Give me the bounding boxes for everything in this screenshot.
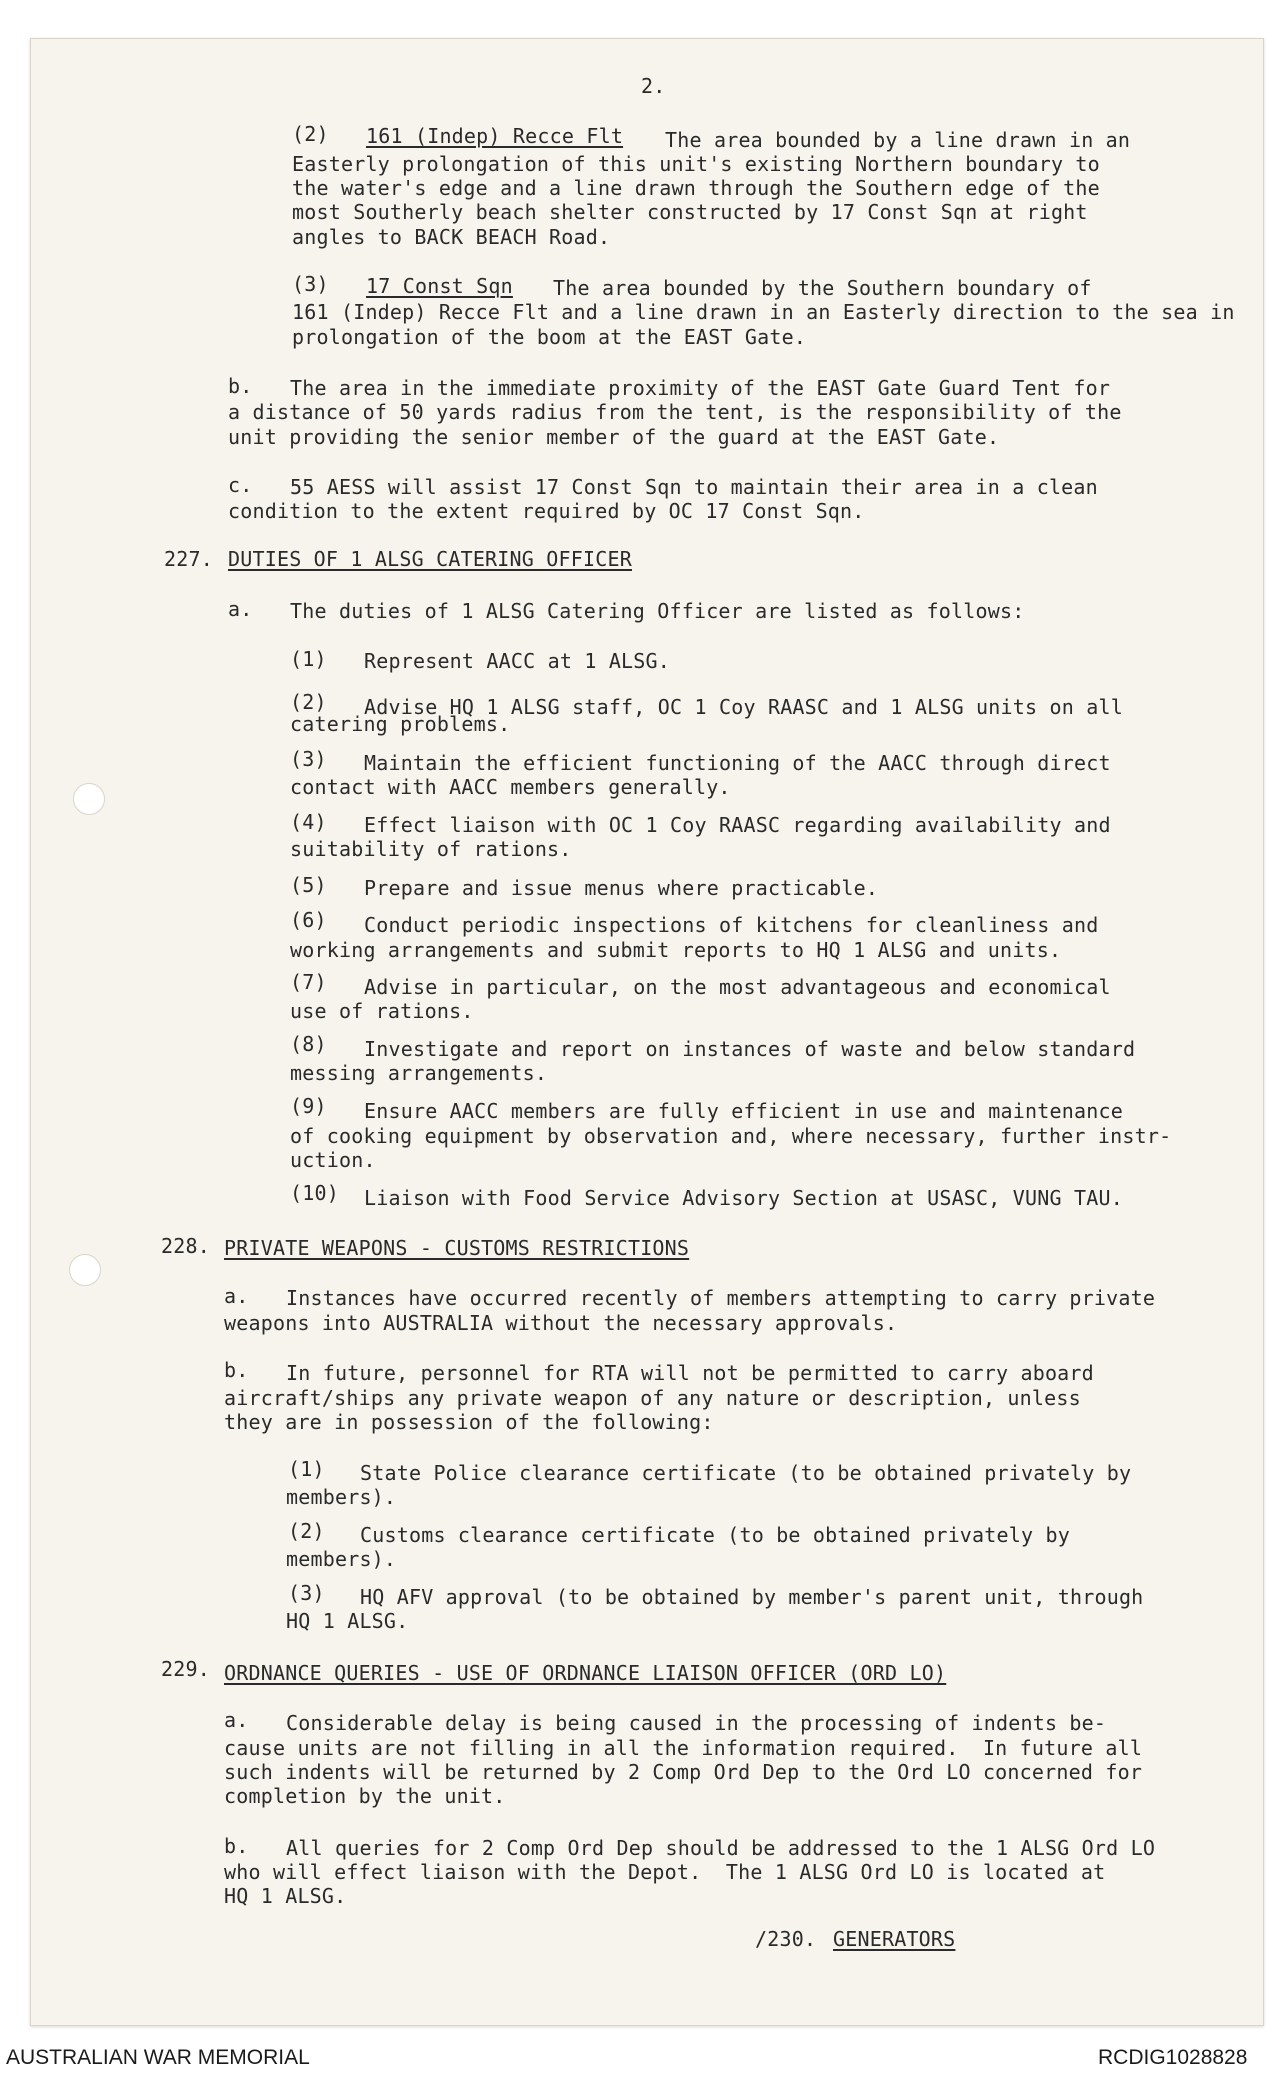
requirement-3-text: HQ 1 ALSG.: [286, 1609, 409, 1633]
punch-hole-upper: [73, 783, 105, 815]
item-2-title: 161 (Indep) Recce Flt: [366, 124, 624, 148]
duty-3-text: contact with AACC members generally.: [290, 775, 731, 799]
section-229-a-text: such indents will be returned by 2 Comp Ord Dep to the Ord LO concerned for: [224, 1760, 1143, 1784]
section-229-b-text: HQ 1 ALSG.: [224, 1884, 347, 1908]
section-229-a-text: Considerable delay is being caused in the processing of indents be-: [286, 1711, 1107, 1735]
requirement-1-text: members).: [286, 1485, 397, 1509]
section-229-a-label: a.: [224, 1708, 249, 1732]
duty-9-text: of cooking equipment by observation and, where necessary, further instr-: [290, 1124, 1172, 1148]
duty-1-number: (1): [290, 647, 327, 671]
section-227-a-label: a.: [228, 597, 253, 621]
duty-2-number: (2): [290, 690, 327, 714]
item-2-text: angles to BACK BEACH Road.: [292, 225, 611, 249]
section-229-number: 229.: [161, 1657, 210, 1681]
para-b-text: The area in the immediate proximity of the EAST Gate Guard Tent for: [290, 376, 1111, 400]
section-228-a-label: a.: [224, 1284, 249, 1308]
item-2-number: (2): [292, 122, 329, 146]
para-c-text: condition to the extent required by OC 17 Const Sqn.: [228, 499, 865, 523]
section-228-b-text: In future, personnel for RTA will not be permitted to carry aboard: [286, 1361, 1094, 1385]
requirement-2-text: Customs clearance certificate (to be obtained privately by: [360, 1523, 1070, 1547]
section-229-b-text: who will effect liaison with the Depot. The 1 ALSG Ord LO is located at: [224, 1860, 1106, 1884]
duty-9-text: Ensure AACC members are fully efficient in use and maintenance: [364, 1099, 1123, 1123]
continuation-number: /230.: [755, 1927, 817, 1951]
duty-7-number: (7): [290, 970, 327, 994]
duty-7-text: Advise in particular, on the most advantageous and economical: [364, 975, 1111, 999]
duty-10-number: (10): [290, 1181, 339, 1205]
item-3-title: 17 Const Sqn: [366, 274, 513, 298]
duty-10-text: Liaison with Food Service Advisory Section at USASC, VUNG TAU.: [364, 1186, 1123, 1210]
requirement-1-number: (1): [288, 1457, 325, 1481]
section-228-b-text: they are in possession of the following:: [224, 1410, 714, 1434]
footer-archive-name: AUSTRALIAN WAR MEMORIAL: [6, 2046, 310, 2069]
section-227-number: 227.: [164, 547, 213, 571]
duty-3-number: (3): [290, 747, 327, 771]
item-3-text: 161 (Indep) Recce Flt and a line drawn in an Easterly direction to the sea in: [292, 300, 1235, 324]
item-2-text: most Southerly beach shelter constructed by 17 Const Sqn at right: [292, 200, 1088, 224]
para-c-label: c.: [228, 473, 253, 497]
section-228-a-text: Instances have occurred recently of members attempting to carry private: [286, 1286, 1156, 1310]
section-228-number: 228.: [161, 1234, 210, 1258]
duty-1-text: Represent AACC at 1 ALSG.: [364, 649, 671, 673]
duty-9-text: uction.: [290, 1148, 376, 1172]
duty-6-number: (6): [290, 908, 327, 932]
duty-3-text: Maintain the efficient functioning of the AACC through direct: [364, 751, 1111, 775]
item-3-text: prolongation of the boom at the EAST Gate.: [292, 325, 807, 349]
section-229-a-text: completion by the unit.: [224, 1784, 506, 1808]
item-2-text: The area bounded by a line drawn in an: [665, 128, 1131, 152]
section-227-heading: DUTIES OF 1 ALSG CATERING OFFICER: [228, 547, 632, 571]
footer-document-id: RCDIG1028828: [1098, 2046, 1248, 2069]
para-b-label: b.: [228, 374, 253, 398]
duty-8-text: messing arrangements.: [290, 1061, 548, 1085]
section-228-heading: PRIVATE WEAPONS - CUSTOMS RESTRICTIONS: [224, 1236, 690, 1260]
duty-4-text: suitability of rations.: [290, 837, 572, 861]
requirement-2-number: (2): [288, 1519, 325, 1543]
requirement-2-text: members).: [286, 1547, 397, 1571]
duty-8-text: Investigate and report on instances of waste and below standard: [364, 1037, 1136, 1061]
duty-6-text: working arrangements and submit reports to HQ 1 ALSG and units.: [290, 938, 1062, 962]
section-229-b-text: All queries for 2 Comp Ord Dep should be addressed to the 1 ALSG Ord LO: [286, 1836, 1156, 1860]
section-229-b-label: b.: [224, 1834, 249, 1858]
section-228-a-text: weapons into AUSTRALIA without the necessary approvals.: [224, 1311, 898, 1335]
item-3-text: The area bounded by the Southern boundary of: [553, 276, 1092, 300]
section-228-b-text: aircraft/ships any private weapon of any nature or description, unless: [224, 1386, 1081, 1410]
item-3-number: (3): [292, 272, 329, 296]
requirement-1-text: State Police clearance certificate (to be obtained privately by: [360, 1461, 1132, 1485]
punch-hole-lower: [69, 1254, 101, 1286]
requirement-3-number: (3): [288, 1581, 325, 1605]
item-2-text: Easterly prolongation of this unit's existing Northern boundary to: [292, 152, 1100, 176]
duty-2-text: catering problems.: [290, 712, 511, 736]
duty-4-number: (4): [290, 810, 327, 834]
duty-2-text: Advise HQ 1 ALSG staff, OC 1 Coy RAASC and 1 ALSG units on all: [364, 695, 1123, 719]
section-227-a-text: The duties of 1 ALSG Catering Officer are listed as follows:: [290, 599, 1025, 623]
duty-6-text: Conduct periodic inspections of kitchens for cleanliness and: [364, 913, 1099, 937]
duty-5-number: (5): [290, 873, 327, 897]
duty-8-number: (8): [290, 1032, 327, 1056]
para-c-text: 55 AESS will assist 17 Const Sqn to maintain their area in a clean: [290, 475, 1098, 499]
requirement-3-text: HQ AFV approval (to be obtained by member's parent unit, through: [360, 1585, 1144, 1609]
section-228-b-label: b.: [224, 1358, 249, 1382]
section-229-heading: ORDNANCE QUERIES - USE OF ORDNANCE LIAISON OFFICER (ORD LO): [224, 1661, 947, 1685]
para-b-text: unit providing the senior member of the guard at the EAST Gate.: [228, 425, 1000, 449]
page-number: 2.: [641, 74, 666, 98]
item-2-text: the water's edge and a line drawn through the Southern edge of the: [292, 176, 1100, 200]
section-229-a-text: cause units are not filling in all the information required. In future all: [224, 1736, 1143, 1760]
duty-9-number: (9): [290, 1094, 327, 1118]
para-b-text: a distance of 50 yards radius from the tent, is the responsibility of the: [228, 400, 1122, 424]
duty-7-text: use of rations.: [290, 999, 474, 1023]
duty-5-text: Prepare and issue menus where practicable.: [364, 876, 879, 900]
continuation-heading: GENERATORS: [833, 1927, 956, 1951]
duty-4-text: Effect liaison with OC 1 Coy RAASC regarding availability and: [364, 813, 1111, 837]
